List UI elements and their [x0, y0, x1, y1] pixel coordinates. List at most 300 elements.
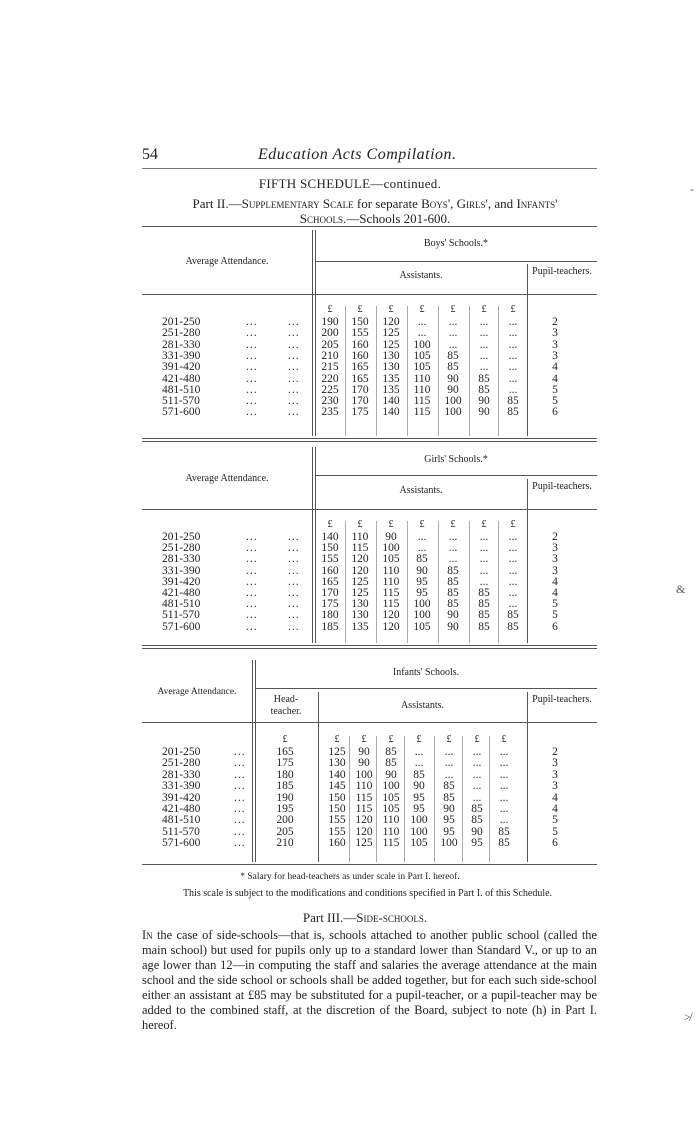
assistant-salary: ... [508, 361, 518, 374]
pupil-teacher-count: 3 [552, 768, 558, 781]
assistant-salary: ... [472, 791, 482, 804]
assistant-salary: 120 [351, 564, 369, 577]
assistant-salary: ... [472, 780, 482, 793]
assistant-salary: 100 [444, 406, 462, 419]
pound-sign: £ [388, 519, 394, 530]
head-teacher-salary: 165 [276, 746, 294, 758]
part-two-heading: Part II.—Supplementary Scale for separate Boys', Girls', and Infants' Schools.—Schools 201-600. [192, 196, 558, 226]
leader-dots: ... [288, 372, 300, 385]
leader-dots: ... [234, 803, 246, 815]
margin-mark: - [690, 182, 694, 196]
table-row [142, 803, 597, 815]
pound-sign: £ [446, 734, 452, 745]
table-row [142, 361, 597, 373]
assistant-salary: 95 [471, 837, 483, 850]
table-row [142, 542, 597, 554]
leader-dots: ... [288, 361, 300, 374]
table-row [142, 373, 597, 385]
girls-schools-table [142, 447, 597, 647]
leader-dots: ... [246, 361, 258, 374]
assistant-salary: 115 [355, 803, 373, 815]
assistant-salary: 95 [443, 814, 455, 827]
pound-sign: £ [419, 304, 425, 315]
assistant-salary: 85 [416, 553, 428, 566]
assistant-salary: ... [444, 757, 454, 770]
assistant-salary: ... [479, 338, 489, 351]
assistant-salary: 165 [351, 372, 369, 385]
leader-dots: ... [246, 531, 258, 543]
table-row [142, 565, 597, 577]
head-teacher-salary: 195 [276, 803, 294, 815]
assistant-salary: 210 [321, 349, 339, 362]
assistant-salary: 85 [447, 361, 459, 374]
pound-sign: £ [357, 304, 363, 315]
assistant-salary: 85 [443, 791, 455, 804]
leader-dots: ... [246, 372, 258, 385]
attendance-range: 421-480 [162, 803, 201, 815]
attendance-range: 201-250 [162, 746, 201, 758]
leader-dots: ... [288, 598, 300, 611]
leader-dots: ... [288, 587, 300, 599]
assistant-salary: ... [499, 791, 509, 804]
attendance-range: 331-390 [162, 349, 201, 362]
head-teacher-salary: 200 [276, 814, 294, 827]
assistant-salary: 125 [382, 327, 400, 340]
assistant-salary: 160 [351, 349, 369, 362]
assistant-salary: 90 [447, 372, 459, 385]
assistant-salary: 180 [321, 609, 339, 622]
assistant-salary: 95 [416, 575, 428, 588]
pupil-teacher-count: 3 [552, 564, 558, 577]
assistant-salary: 115 [413, 395, 431, 408]
assistant-salary: 225 [321, 383, 339, 396]
table-row [142, 339, 597, 351]
pupil-teacher-count: 4 [552, 575, 558, 588]
table-bottom-rule [142, 645, 597, 646]
assistant-salary: 100 [440, 837, 458, 850]
table-bottom-rule [142, 648, 597, 649]
assistant-salary: 100 [413, 598, 431, 611]
infants-schools-table [142, 660, 597, 866]
margin-mark: ≯ [684, 1010, 691, 1024]
assistant-salary: 85 [447, 564, 459, 577]
assistant-salary: 110 [382, 814, 400, 827]
assistant-salary: 90 [413, 780, 425, 793]
assistant-salary: 105 [382, 791, 400, 804]
assistant-salary: 105 [413, 620, 431, 633]
head-teacher-salary: 210 [276, 837, 294, 850]
pupil-teacher-count: 4 [552, 372, 558, 385]
average-attendance-header: Average Attendance. [157, 687, 237, 697]
head-teacher-salary: 205 [276, 825, 294, 838]
pupil-teacher-count: 5 [552, 814, 558, 827]
header-rule [142, 722, 597, 723]
leader-dots: ... [246, 383, 258, 396]
assistant-salary: ... [508, 316, 518, 328]
leader-dots: ... [246, 564, 258, 577]
assistant-salary: 110 [382, 564, 400, 577]
pupil-teacher-count: 4 [552, 587, 558, 599]
pupil-teacher-count: 6 [552, 620, 558, 633]
attendance-range: 421-480 [162, 372, 201, 385]
assistant-salary: 120 [382, 620, 400, 633]
side-schools-paragraph: In the case of side-schools—that is, schools attached to another public school (called the main school) but used for pupils only up to a standard lower than Standard V., or up to an age lower than 12—in computing the staff and salaries the average attendance at the main school and the side school or schools shall be added together, but for each such side-school either an assistant at £85 may be substituted for a pupil-teacher, or a pupil-teacher may be added to the combined staff, at the discretion of the Board, subject to note (h) in Part I. hereof. [142, 928, 597, 1032]
header-rule [315, 475, 597, 476]
assistant-salary: 135 [382, 372, 400, 385]
assistant-salary: ... [444, 746, 454, 758]
assistant-salary: 85 [443, 780, 455, 793]
assistant-salary: 160 [328, 837, 346, 850]
assistant-salary: 90 [447, 609, 459, 622]
pupil-teacher-count: 3 [552, 542, 558, 555]
head-teacher-salary: 190 [276, 791, 294, 804]
assistant-salary: 130 [351, 598, 369, 611]
assistant-salary: 95 [413, 803, 425, 815]
assistant-salary: 85 [507, 406, 519, 419]
assistant-salary: 155 [321, 553, 339, 566]
pound-sign: £ [510, 519, 516, 530]
assistant-salary: 160 [351, 338, 369, 351]
pupil-teacher-count: 5 [552, 825, 558, 838]
assistant-salary: 205 [321, 338, 339, 351]
leader-dots: ... [246, 338, 258, 351]
pupil-teacher-count: 4 [552, 791, 558, 804]
assistant-salary: ... [508, 349, 518, 362]
assistant-salary: ... [499, 757, 509, 770]
assistant-salary: 85 [385, 757, 397, 770]
assistant-salary: 125 [382, 338, 400, 351]
leader-dots: ... [288, 338, 300, 351]
assistant-salary: ... [448, 542, 458, 555]
assistant-salary: ... [417, 542, 427, 555]
pound-sign: £ [388, 734, 394, 745]
assistant-salary: ... [414, 746, 424, 758]
assistant-salary: 120 [355, 825, 373, 838]
assistant-salary: ... [472, 746, 482, 758]
assistant-salary: 155 [328, 825, 346, 838]
assistant-salary: 120 [382, 316, 400, 328]
leader-dots: ... [288, 609, 300, 622]
assistant-salary: ... [479, 349, 489, 362]
assistant-salary: ... [479, 575, 489, 588]
attendance-range: 571-600 [162, 620, 201, 633]
table-bottom-rule [142, 441, 597, 442]
table-row [142, 384, 597, 396]
running-title: Education Acts Compilation. [258, 146, 457, 163]
assistant-salary: 85 [471, 814, 483, 827]
pound-sign: £ [501, 734, 507, 745]
attendance-range: 331-390 [162, 780, 201, 793]
leader-dots: ... [288, 316, 300, 328]
table-row [142, 609, 597, 621]
pupil-teacher-count: 2 [552, 746, 558, 758]
table-row [142, 769, 597, 781]
assistant-salary: 155 [328, 814, 346, 827]
assistant-salary: 85 [478, 598, 490, 611]
assistant-salary: 90 [385, 768, 397, 781]
assistant-salary: 90 [478, 395, 490, 408]
leader-dots: ... [288, 327, 300, 340]
pupil-teacher-count: 6 [552, 837, 558, 850]
assistant-salary: ... [479, 316, 489, 328]
assistant-salary: 90 [447, 620, 459, 633]
pupil-teacher-count: 4 [552, 803, 558, 815]
pound-sign: £ [416, 734, 422, 745]
leader-dots: ... [288, 383, 300, 396]
pupil-teacher-count: 5 [552, 383, 558, 396]
assistant-salary: ... [499, 746, 509, 758]
assistant-salary: ... [417, 531, 427, 543]
header-rule [142, 509, 597, 510]
table-row [142, 316, 597, 328]
pound-sign: £ [388, 304, 394, 315]
assistant-salary: 85 [507, 620, 519, 633]
assistant-salary: 105 [382, 803, 400, 815]
leader-dots: ... [234, 757, 246, 770]
pound-sign: £ [450, 304, 456, 315]
attendance-range: 251-280 [162, 542, 201, 555]
pupil-teacher-count: 6 [552, 406, 558, 419]
assistant-salary: 95 [413, 791, 425, 804]
assistant-salary: 115 [382, 837, 400, 850]
pupil-teachers-header: Pupil-teachers. [532, 266, 592, 277]
assistant-salary: 140 [382, 395, 400, 408]
assistant-salary: 115 [382, 598, 400, 611]
assistant-salary: 170 [321, 587, 339, 599]
leader-dots: ... [246, 316, 258, 328]
assistant-salary: 125 [351, 587, 369, 599]
assistant-salary: 230 [321, 395, 339, 408]
assistant-salary: ... [479, 542, 489, 555]
attendance-range: 511-570 [162, 825, 200, 838]
infants-schools-header: Infants' Schools. [392, 667, 460, 678]
assistant-salary: 165 [351, 361, 369, 374]
assistant-salary: 120 [382, 609, 400, 622]
pound-sign: £ [481, 519, 487, 530]
assistant-salary: 85 [447, 575, 459, 588]
assistant-salary: 105 [413, 349, 431, 362]
assistant-salary: 85 [478, 620, 490, 633]
table-row [142, 598, 597, 610]
leader-dots: ... [234, 825, 246, 838]
assistant-salary: ... [448, 327, 458, 340]
assistant-salary: 120 [355, 814, 373, 827]
pupil-teacher-count: 3 [552, 327, 558, 340]
assistant-salary: 185 [321, 620, 339, 633]
pupil-teacher-count: 2 [552, 531, 558, 543]
leader-dots: ... [246, 609, 258, 622]
assistant-salary: 235 [321, 406, 339, 419]
table-row [142, 746, 597, 758]
margin-mark: & [676, 582, 686, 596]
assistant-salary: 90 [447, 383, 459, 396]
assistant-salary: 90 [478, 406, 490, 419]
attendance-range: 571-600 [162, 406, 201, 419]
leader-dots: ... [288, 542, 300, 555]
assistant-salary: ... [448, 338, 458, 351]
attendance-range: 571-600 [162, 837, 201, 850]
assistant-salary: 145 [328, 780, 346, 793]
assistant-salary: 85 [413, 768, 425, 781]
assistant-salary: ... [444, 768, 454, 781]
assistant-salary: ... [508, 372, 518, 385]
header-rule [255, 688, 597, 689]
leader-dots: ... [246, 598, 258, 611]
table-bottom-rule [142, 864, 597, 865]
assistant-salary: 90 [416, 564, 428, 577]
table-row [142, 576, 597, 588]
assistant-salary: 170 [351, 383, 369, 396]
assistant-salary: ... [499, 814, 509, 827]
assistant-salary: 135 [351, 620, 369, 633]
assistant-salary: ... [448, 316, 458, 328]
leader-dots: ... [246, 542, 258, 555]
table-row [142, 395, 597, 407]
assistant-salary: ... [499, 768, 509, 781]
assistant-salary: ... [508, 553, 518, 566]
assistant-salary: 150 [328, 791, 346, 804]
assistant-salary: 125 [351, 575, 369, 588]
attendance-range: 481-510 [162, 814, 201, 827]
assistant-salary: ... [508, 383, 518, 396]
table-row [142, 621, 597, 633]
assistant-salary: 190 [321, 316, 339, 328]
table-row [142, 757, 597, 769]
assistant-salary: 105 [382, 553, 400, 566]
schedule-note: This scale is subject to the modifications and conditions specified in Part I. of this Schedule. [182, 888, 553, 899]
leader-dots: ... [288, 553, 300, 566]
table-row [142, 837, 597, 849]
assistant-salary: ... [448, 531, 458, 543]
assistant-salary: 140 [382, 406, 400, 419]
header-rule [315, 261, 597, 262]
attendance-range: 251-280 [162, 757, 201, 770]
leader-dots: ... [246, 406, 258, 419]
assistant-salary: 85 [507, 609, 519, 622]
pupil-teacher-count: 3 [552, 349, 558, 362]
assistant-salary: 110 [413, 372, 431, 385]
pound-sign: £ [327, 304, 333, 315]
assistant-salary: ... [417, 327, 427, 340]
assistant-salary: ... [499, 780, 509, 793]
assistant-salary: 220 [321, 372, 339, 385]
assistant-salary: 110 [382, 575, 400, 588]
table-row [142, 327, 597, 339]
assistant-salary: ... [479, 327, 489, 340]
part-three-heading: Part III.—Side-schools. [302, 910, 428, 925]
table-bottom-rule [142, 438, 597, 439]
assistant-salary: ... [479, 553, 489, 566]
header-rule [142, 168, 597, 169]
leader-dots: ... [246, 553, 258, 566]
assistant-salary: 85 [385, 746, 397, 758]
pound-sign: £ [481, 304, 487, 315]
assistant-salary: 130 [328, 757, 346, 770]
leader-dots: ... [234, 837, 246, 850]
table-row [142, 814, 597, 826]
assistant-salary: ... [508, 542, 518, 555]
leader-dots: ... [234, 814, 246, 827]
table-row [142, 406, 597, 418]
average-attendance-header: Average Attendance. [185, 256, 269, 267]
assistant-salary: 85 [447, 349, 459, 362]
table-top-rule [142, 226, 597, 227]
attendance-range: 481-510 [162, 383, 201, 396]
attendance-range: 281-330 [162, 553, 201, 566]
assistants-header: Assistants. [400, 700, 445, 711]
assistant-salary: 125 [355, 837, 373, 850]
assistant-salary: 115 [413, 406, 431, 419]
assistant-salary: 120 [351, 553, 369, 566]
attendance-range: 281-330 [162, 338, 201, 351]
assistant-salary: ... [479, 361, 489, 374]
assistant-salary: ... [508, 564, 518, 577]
attendance-range: 481-510 [162, 598, 201, 611]
boys-schools-header: Boys' Schools.* [423, 238, 489, 249]
assistant-salary: 100 [444, 395, 462, 408]
pound-sign: £ [474, 734, 480, 745]
pupil-teacher-count: 5 [552, 598, 558, 611]
assistant-salary: 150 [321, 542, 339, 555]
assistant-salary: 135 [382, 383, 400, 396]
attendance-range: 391-420 [162, 791, 201, 804]
assistant-salary: 160 [321, 564, 339, 577]
leader-dots: ... [288, 395, 300, 408]
schedule-title: FIFTH SCHEDULE—continued. [258, 176, 442, 191]
page-number: 54 [142, 146, 158, 163]
assistant-salary: 95 [416, 587, 428, 599]
leader-dots: ... [234, 746, 246, 758]
assistant-salary: 95 [443, 825, 455, 838]
assistant-salary: 175 [321, 598, 339, 611]
assistant-salary: 100 [382, 780, 400, 793]
pupil-teachers-header: Pupil-teachers. [532, 694, 592, 705]
attendance-range: 201-250 [162, 531, 201, 543]
pupil-teacher-count: 5 [552, 609, 558, 622]
assistant-salary: 90 [358, 757, 370, 770]
assistant-salary: 85 [498, 825, 510, 838]
assistant-salary: ... [508, 575, 518, 588]
girls-schools-header: Girls' Schools.* [424, 454, 488, 465]
assistant-salary: 85 [447, 598, 459, 611]
assistant-salary: 130 [351, 609, 369, 622]
assistant-salary: 85 [447, 587, 459, 599]
table-row [142, 587, 597, 599]
footnote: * Salary for head-teachers as under scale in Part I. hereof. [240, 872, 460, 882]
assistant-salary: 105 [413, 361, 431, 374]
pupil-teacher-count: 3 [552, 553, 558, 566]
attendance-range: 421-480 [162, 587, 201, 599]
assistant-salary: ... [508, 327, 518, 340]
leader-dots: ... [246, 620, 258, 633]
assistant-salary: 115 [382, 587, 400, 599]
assistants-header: Assistants. [399, 485, 443, 496]
attendance-range: 511-570 [162, 395, 200, 408]
pound-sign: £ [357, 519, 363, 530]
leader-dots: ... [246, 349, 258, 362]
average-attendance-header: Average Attendance. [185, 473, 269, 484]
head-teacher-header: Head-teacher. [270, 694, 302, 717]
assistant-salary: 200 [321, 327, 339, 340]
pound-sign: £ [282, 734, 288, 745]
pupil-teacher-count: 4 [552, 361, 558, 374]
assistant-salary: 85 [478, 372, 490, 385]
assistant-salary: 85 [471, 803, 483, 815]
assistant-salary: ... [499, 803, 509, 815]
assistant-salary: 150 [328, 803, 346, 815]
pound-sign: £ [419, 519, 425, 530]
assistant-salary: 85 [507, 395, 519, 408]
